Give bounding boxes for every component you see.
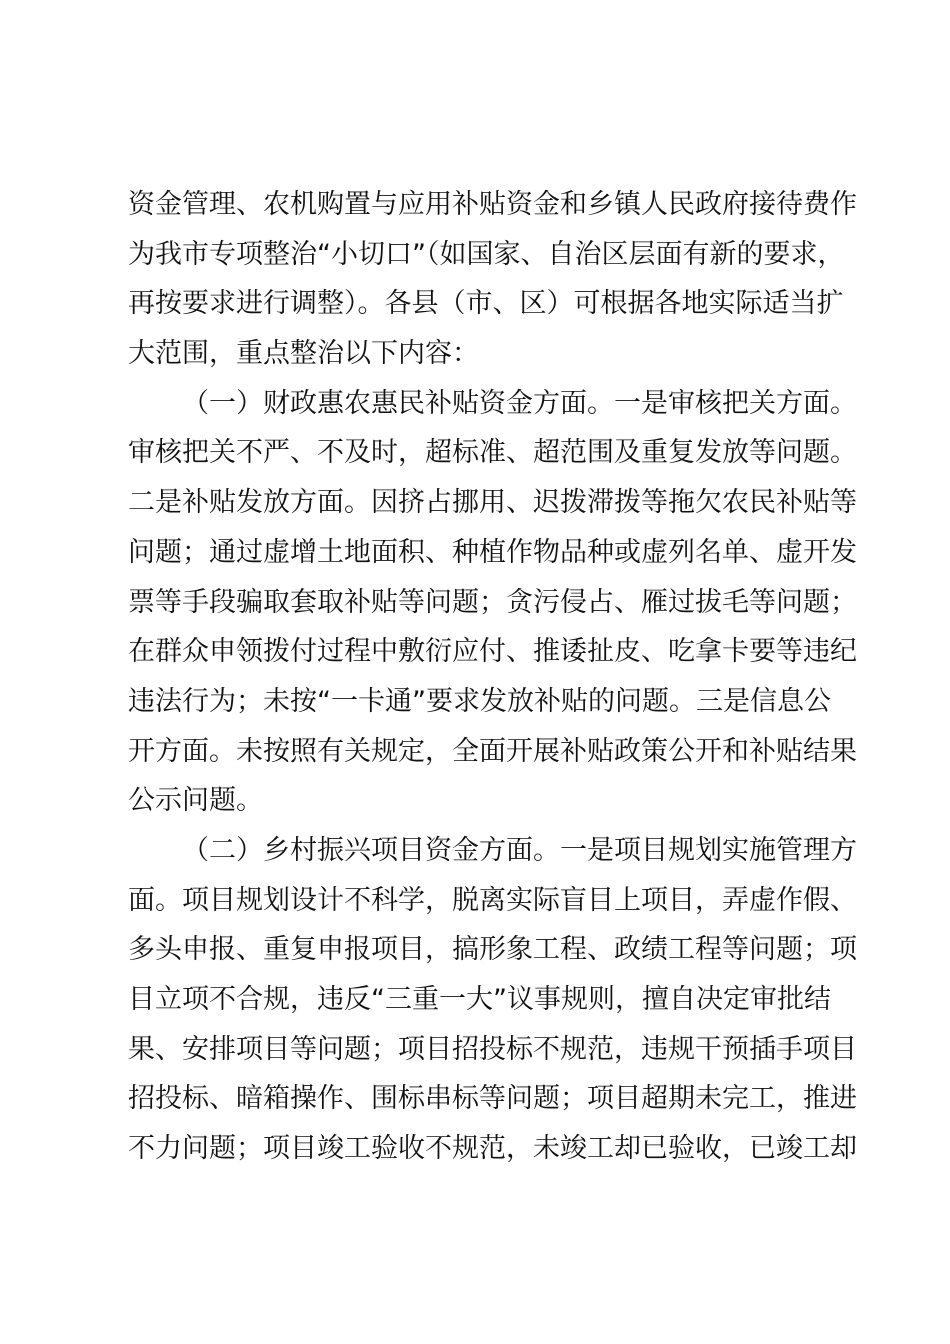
body-line: 多头申报、重复申报项目，搞形象工程、政绩工程等问题；项 — [128, 934, 857, 966]
body-line: 资金管理、农机购置与应用补贴资金和乡镇人民政府接待费作 — [128, 189, 857, 220]
body-line: 面。项目规划设计不科学，脱离实际盲目上项目，弄虚作假、 — [128, 884, 857, 916]
body-line: 为我市专项整治“小切口”（如国家、自治区层面有新的要求， — [128, 238, 845, 270]
body-line: 公示问题。 — [128, 785, 263, 817]
section-heading-line: （一）财政惠农惠民补贴资金方面。一是审核把关方面。 — [182, 387, 857, 419]
body-line: 目立项不合规，违反“三重一大”议事规则，擅自决定审批结 — [128, 984, 831, 1015]
body-line: 违法行为；未按“一卡通”要求发放补贴的问题。三是信息公 — [128, 685, 831, 717]
body-line: 不力问题；项目竣工验收不规范，未竣工却已验收，已竣工却 — [128, 1133, 857, 1165]
body-line: 果、安排项目等问题；项目招投标不规范，违规干预插手项目 — [128, 1033, 857, 1065]
body-line: 再按要求进行调整）。各县（市、区）可根据各地实际适当扩 — [128, 288, 844, 320]
body-line: 在群众申领拨付过程中敷衍应付、推诿扯皮、吃拿卡要等违纪 — [128, 636, 857, 668]
body-line: 大范围，重点整治以下内容： — [128, 338, 479, 370]
body-line: 问题；通过虚增土地面积、种植作物品种或虚列名单、虚开发 — [128, 536, 857, 568]
body-line: 审核把关不严、不及时，超标准、超范围及重复发放等问题。 — [128, 437, 857, 469]
body-line: 招投标、暗箱操作、围标串标等问题；项目超期未完工，推进 — [128, 1083, 857, 1115]
body-line: 二是补贴发放方面。因挤占挪用、迟拨滞拨等拖欠农民补贴等 — [128, 487, 857, 519]
document-body — [128, 180, 857, 1174]
body-line: 票等手段骗取套取补贴等问题；贪污侵占、雁过拔毛等问题； — [128, 586, 857, 618]
body-line: 开方面。未按照有关规定，全面开展补贴政策公开和补贴结果 — [128, 735, 857, 767]
section-heading-line: （二）乡村振兴项目资金方面。一是项目规划实施管理方 — [182, 834, 857, 866]
